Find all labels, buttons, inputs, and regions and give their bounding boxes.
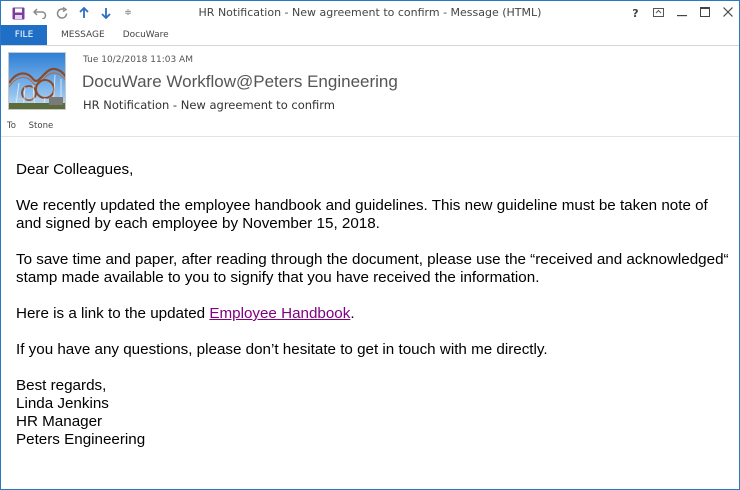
recipient-row xyxy=(7,121,53,131)
employee-handbook-link[interactable]: Employee Handbook xyxy=(209,305,351,322)
close-icon xyxy=(723,6,733,20)
minimize-icon xyxy=(677,6,687,20)
header-divider xyxy=(1,136,739,137)
minimize-button[interactable] xyxy=(670,1,693,25)
maximize-icon xyxy=(700,6,710,20)
message-subject: HR Notification - New agreement to confirm xyxy=(83,98,336,112)
paragraph-deadline: We recently updated the employee handbook and guidelines. This new guideline must be taken note of and signed by each employee by November 15, 2018. xyxy=(16,197,708,232)
sender-avatar[interactable] xyxy=(8,52,66,110)
ribbon-display-options-button[interactable] xyxy=(647,1,670,25)
signature-title: HR Manager xyxy=(16,413,103,430)
ribbon-tabs xyxy=(1,25,739,45)
sender-name[interactable]: DocuWare Workflow@Peters Engineering xyxy=(82,72,398,91)
paragraph-link xyxy=(16,305,731,323)
recipient-name[interactable]: Stone xyxy=(28,121,54,131)
title-bar xyxy=(1,1,739,25)
message-header xyxy=(1,46,739,136)
window-title: HR Notification - New agreement to confirm - Message (HTML) xyxy=(198,6,542,19)
paragraph-questions: If you have any questions, please don’t hesitate to get in touch with me directly. xyxy=(16,341,548,358)
link-prefix: Here is a link to the updated xyxy=(16,305,210,322)
signature xyxy=(16,377,731,449)
window-controls xyxy=(624,1,739,25)
maximize-button[interactable] xyxy=(693,1,716,25)
message-date: Tue 10/2/2018 11:03 AM xyxy=(83,55,193,65)
close-button[interactable] xyxy=(716,1,739,25)
customize-qat-icon: ≑ xyxy=(124,8,132,18)
help-button[interactable]: ? xyxy=(632,6,639,20)
roller-coaster-photo xyxy=(9,53,66,110)
signature-name: Linda Jenkins xyxy=(16,395,109,412)
tab-file[interactable]: FILE xyxy=(1,25,47,45)
tab-message[interactable]: MESSAGE xyxy=(61,30,105,40)
ribbon-display-icon xyxy=(653,6,664,20)
greeting: Dear Colleagues, xyxy=(16,161,134,178)
to-label: To xyxy=(7,121,16,131)
signature-company: Peters Engineering xyxy=(16,431,146,448)
paragraph-instructions: To save time and paper, after reading through the document, please use the “received and acknowledged“ stamp made available to you to signify that you have received the information. xyxy=(16,251,729,286)
link-suffix: . xyxy=(350,305,355,322)
closing: Best regards, xyxy=(16,377,107,394)
message-body xyxy=(16,161,731,449)
tab-docuware[interactable]: DocuWare xyxy=(122,30,169,40)
